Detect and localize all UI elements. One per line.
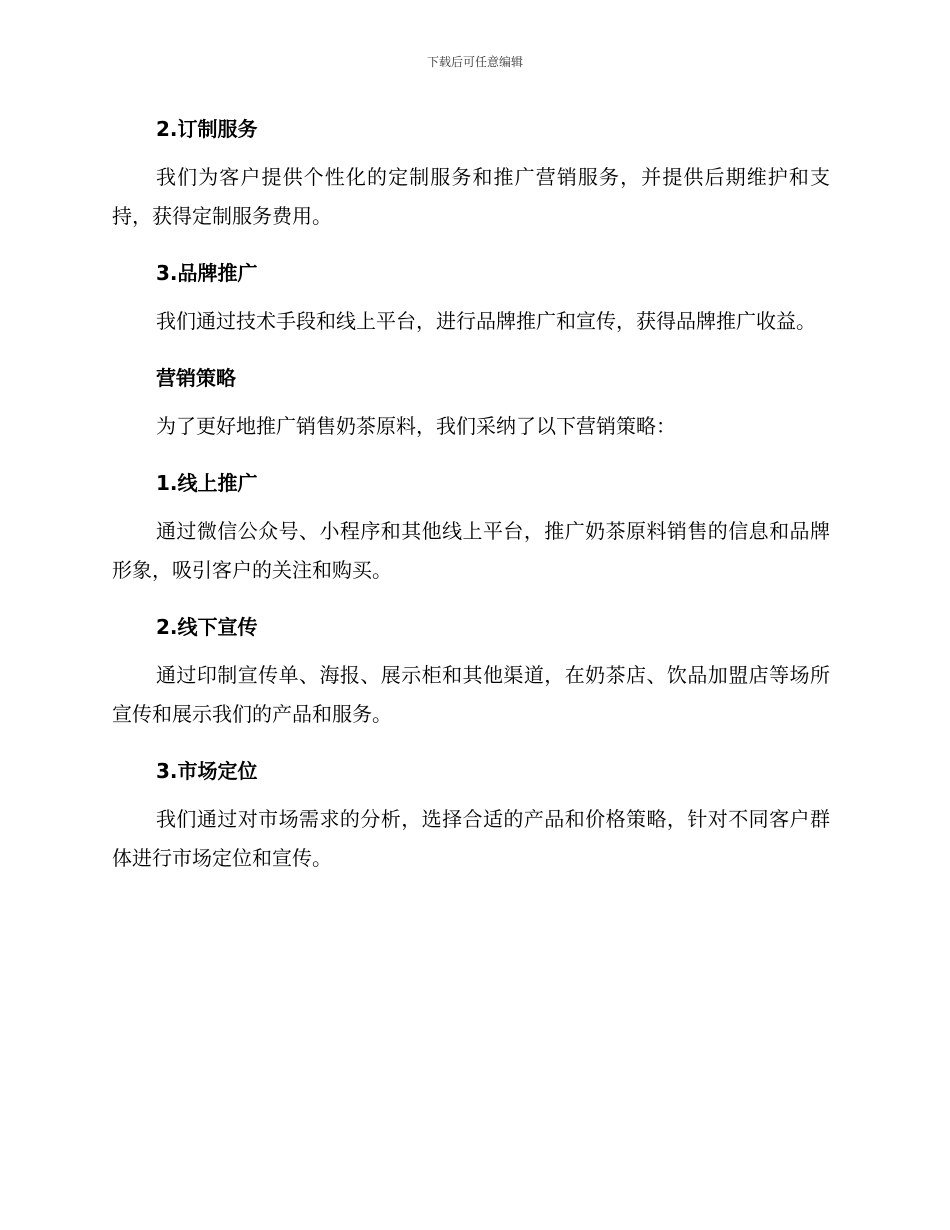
section-heading-offline-publicity: 2.线下宣传 — [156, 615, 258, 639]
page-header: 下载后可任意编辑 — [426, 55, 523, 69]
section-heading-marketing-strategy: 营销策略 — [156, 366, 236, 390]
section-heading-custom-service: 2.订制服务 — [156, 117, 258, 141]
paragraph-online-promotion: 通过微信公众号、小程序和其他线上平台，推广奶茶原料销售的信息和品牌形象，吸引客户的关注和购买。 — [112, 519, 830, 582]
document-body — [112, 110, 830, 878]
section-heading-online-promotion: 1.线上推广 — [156, 471, 258, 495]
paragraph-custom-service: 我们为客户提供个性化的定制服务和推广营销服务，并提供后期维护和支持，获得定制服务费用。 — [112, 165, 830, 228]
paragraph-marketing-strategy: 为了更好地推广销售奶茶原料，我们采纳了以下营销策略： — [156, 414, 676, 438]
paragraph-offline-publicity: 通过印制宣传单、海报、展示柜和其他渠道，在奶茶店、饮品加盟店等场所宣传和展示我们的产品和服务。 — [112, 663, 830, 726]
section-heading-brand-promotion: 3.品牌推广 — [156, 261, 258, 285]
section-heading-market-positioning: 3.市场定位 — [156, 759, 258, 783]
paragraph-brand-promotion: 我们通过技术手段和线上平台，进行品牌推广和宣传，获得品牌推广收益。 — [156, 309, 816, 333]
paragraph-market-positioning: 我们通过对市场需求的分析，选择合适的产品和价格策略，针对不同客户群体进行市场定位和宣传。 — [112, 807, 830, 870]
